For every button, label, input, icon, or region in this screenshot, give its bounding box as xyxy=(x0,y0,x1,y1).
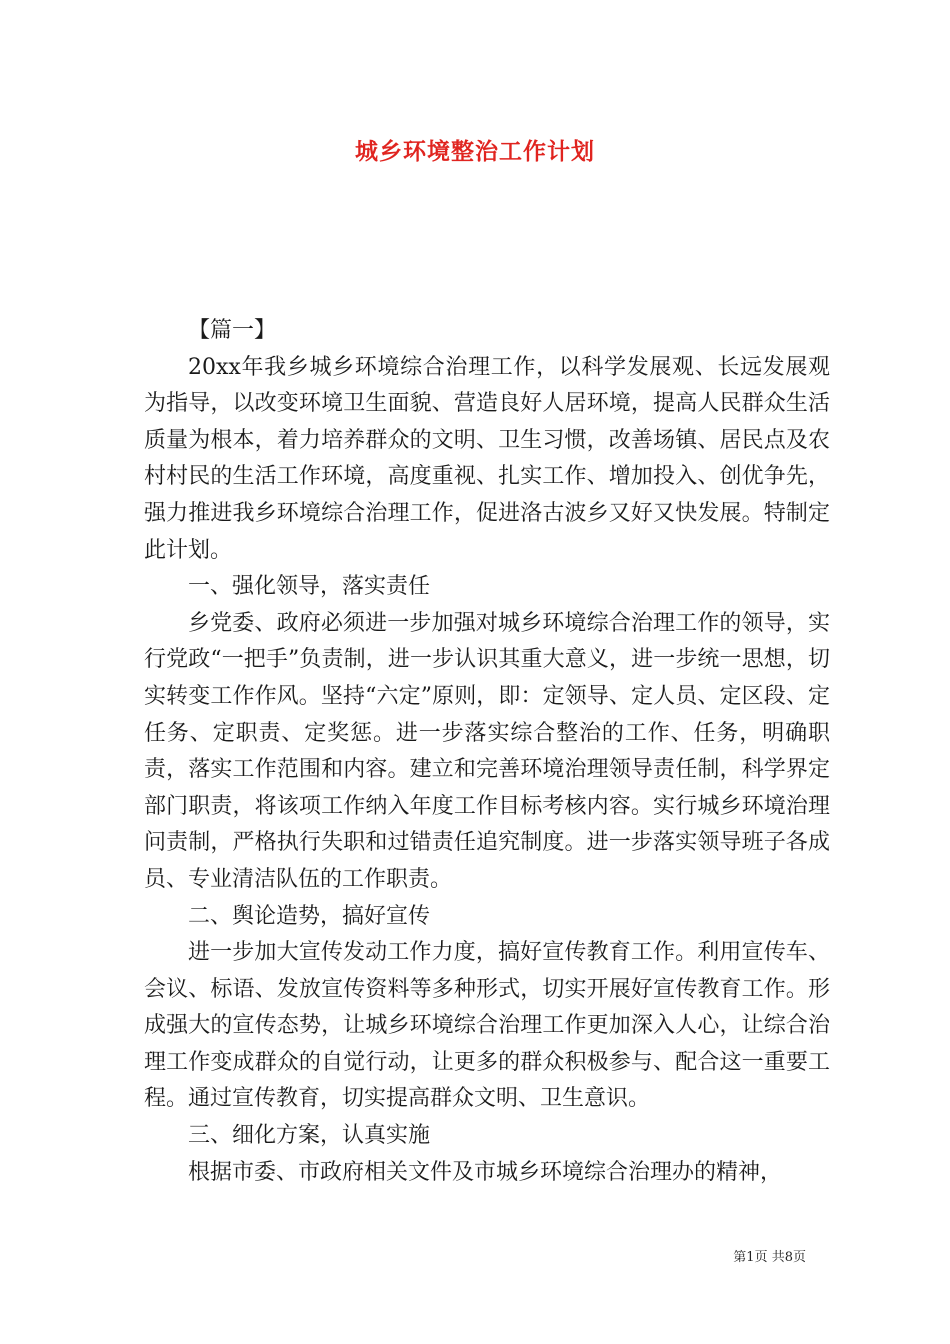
section-heading: 二、舆论造势，搞好宣传 xyxy=(188,903,431,929)
intro-paragraph: 20xx年我乡城乡环境综合治理工作，以科学发展观、长远发展观为指导，以改变环境卫生面貌、营造良好人居环境，提高人民群众生活质量为根本，着力培养群众的文明、卫生习惯，改善场镇、居民点及农村村民的生活工作环境，高度重视、扎实工作、增加投入、创优争先，强力推进我乡环境综合治理工作，促进洛古波乡又好又快发展。特制定此计划。 xyxy=(144,354,830,563)
section-heading: 三、细化方案，认真实施 xyxy=(188,1123,431,1149)
page-number-footer xyxy=(733,1246,806,1265)
section-paragraph: 根据市委、市政府相关文件及市城乡环境综合治理办的精神， xyxy=(188,1159,783,1185)
section-paragraph: 乡党委、政府必须进一步加强对城乡环境综合治理工作的领导，实行党政“一把手”负责制，进一步认识其重大意义，进一步统一思想，切实转变工作作风。坚持“六定”原则，即：定领导、定人员、定区段、定任务、定职责、定奖惩。进一步落实综合整治的工作、任务，明确职责，落实工作范围和内容。建立和完善环境治理领导责任制，科学界定部门职责，将该项工作纳入年度工作目标考核内容。实行城乡环境治理问责制，严格执行失职和过错责任追究制度。进一步落实领导班子各成员、专业清洁队伍的工作职责。 xyxy=(144,610,830,892)
section-heading: 一、强化领导，落实责任 xyxy=(188,574,431,600)
document-body xyxy=(144,313,830,1191)
footer-prefix: 第 xyxy=(733,1250,747,1265)
section-tag: 【篇一】 xyxy=(188,318,277,343)
document-title: 城乡环境整治工作计划 xyxy=(355,138,595,165)
current-page-number: 1 xyxy=(746,1250,755,1265)
footer-middle: 页 共 xyxy=(754,1250,785,1265)
footer-suffix: 页 xyxy=(792,1250,806,1265)
total-page-number: 8 xyxy=(784,1250,793,1265)
section-paragraph: 进一步加大宣传发动工作力度，搞好宣传教育工作。利用宣传车、会议、标语、发放宣传资料等多种形式，切实开展好宣传教育工作。形成强大的宣传态势，让城乡环境综合治理工作更加深入人心，让综合治理工作变成群众的自觉行动，让更多的群众积极参与、配合这一重要工程。通过宣传教育，切实提高群众文明、卫生意识。 xyxy=(144,940,830,1112)
